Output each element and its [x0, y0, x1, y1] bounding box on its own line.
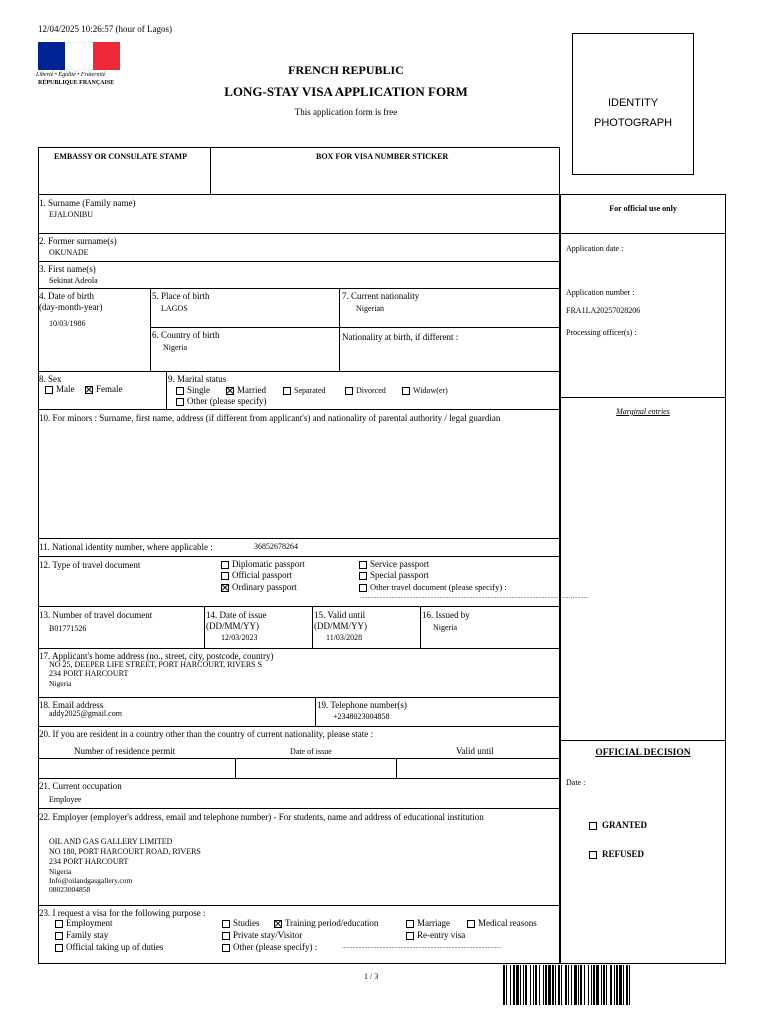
sex-label: 8. Sex: [39, 374, 62, 384]
refused-checkbox[interactable]: [589, 851, 597, 859]
doc-number-label: 13. Number of travel document: [39, 610, 153, 620]
special-passport-option[interactable]: Special passport: [359, 570, 429, 581]
purpose-label: 23. I request a visa for the following purpose :: [39, 908, 206, 918]
embassy-stamp-label: EMBASSY OR CONSULATE STAMP: [54, 152, 187, 161]
photo-line2: PHOTOGRAPH: [593, 117, 673, 129]
purpose-employment-option[interactable]: Employment: [55, 918, 113, 929]
marital-separated-option[interactable]: Separated: [283, 385, 326, 396]
valid-until-label: 15. Valid until: [314, 610, 366, 620]
marginal-entries-label: Marginal entries: [616, 407, 670, 416]
marital-widow-option[interactable]: Widow(er): [402, 385, 448, 396]
reentry-checkbox[interactable]: [406, 932, 414, 940]
residence-valid-until-col: Valid until: [456, 746, 494, 756]
purpose-studies-option[interactable]: Studies: [222, 918, 260, 929]
place-of-birth-value[interactable]: LAGOS: [161, 304, 188, 313]
residence-permit-col: Number of residence permit: [74, 746, 176, 756]
employer-line2[interactable]: NO 180, PORT HARCOURT ROAD, RIVERS: [49, 847, 201, 856]
barcode-image: [503, 965, 721, 1005]
male-checkbox[interactable]: [45, 386, 53, 394]
marital-divorced-option[interactable]: Divorced: [345, 385, 386, 396]
marital-other-option[interactable]: Other (please specify): [176, 396, 266, 407]
marital-other-checkbox[interactable]: [176, 398, 184, 406]
timestamp: 12/04/2025 10:26:57 (hour of Lagos): [38, 24, 172, 34]
service-passport-option[interactable]: Service passport: [359, 559, 429, 570]
email-label: 18. Email address: [39, 700, 104, 710]
employer-line5[interactable]: Info@oilandgasgallery.com: [49, 876, 133, 885]
residence-label: 20. If you are resident in a country other than the country of current nationality, please state :: [39, 729, 374, 739]
female-checkbox[interactable]: [85, 386, 93, 394]
nationality-at-birth-label: Nationality at birth, if different :: [342, 332, 459, 342]
ordinary-passport-option[interactable]: Ordinary passport: [221, 582, 297, 593]
residence-issue-date-col: Date of issue: [290, 747, 332, 756]
occupation-value[interactable]: Employee: [49, 795, 82, 804]
first-name-value[interactable]: Sekinat Adeola: [49, 276, 98, 285]
national-id-label: 11. National identity number, where applicable :: [39, 542, 213, 552]
republic-title: FRENCH REPUBLIC: [288, 63, 404, 77]
form-subtitle: This application form is free: [294, 107, 398, 117]
application-number-label: Application number :: [566, 288, 635, 297]
purpose-other-option[interactable]: Other (please specify) :: [222, 942, 317, 953]
republic-logo: [38, 42, 120, 88]
purpose-marriage-option[interactable]: Marriage: [406, 918, 450, 929]
medical-checkbox[interactable]: [467, 920, 475, 928]
country-of-birth-label: 6. Country of birth: [152, 330, 220, 340]
married-checkbox[interactable]: [226, 387, 234, 395]
home-address-line3[interactable]: Nigeria: [49, 679, 72, 688]
official-passport-option[interactable]: Official passport: [221, 570, 292, 581]
service-passport-checkbox[interactable]: [359, 561, 367, 569]
employer-line1[interactable]: OIL AND GAS GALLERY LIMITED: [49, 837, 173, 846]
valid-until-format: (DD/MM/YY): [314, 621, 367, 631]
issued-by-value[interactable]: Nigeria: [433, 623, 457, 632]
first-name-label: 3. First name(s): [39, 264, 96, 274]
training-checkbox[interactable]: [274, 920, 282, 928]
application-number-value: FRA1LA20257028206: [566, 306, 641, 315]
official-passport-checkbox[interactable]: [221, 572, 229, 580]
sex-female-option[interactable]: Female: [85, 384, 123, 395]
ordinary-passport-checkbox[interactable]: [221, 584, 229, 592]
marital-married-option[interactable]: Married: [226, 385, 266, 396]
former-surname-value[interactable]: OKUNADE: [49, 248, 89, 257]
page-number: 1 / 3: [364, 972, 379, 981]
current-nationality-label: 7. Current nationality: [342, 291, 420, 301]
purpose-reentry-option[interactable]: Re-entry visa: [406, 930, 465, 941]
marital-status-label: 9. Marital status: [168, 374, 227, 384]
employer-line4[interactable]: Nigeria: [49, 867, 72, 876]
widow-checkbox[interactable]: [402, 387, 410, 395]
email-value[interactable]: addy2025@gmail.com: [49, 709, 122, 718]
granted-option[interactable]: GRANTED: [589, 820, 647, 831]
purpose-official-duties-option[interactable]: Official taking up of duties: [55, 942, 163, 953]
surname-label: 1. Surname (Family name): [39, 198, 136, 208]
phone-label: 19. Telephone number(s): [317, 700, 407, 710]
diplomatic-checkbox[interactable]: [221, 561, 229, 569]
surname-value[interactable]: EJALONIBU: [49, 210, 93, 219]
other-travel-doc-dots: ...........................................................................................................................................….........: [360, 594, 588, 600]
official-duties-checkbox[interactable]: [55, 944, 63, 952]
employer-line6[interactable]: 08023004858: [49, 885, 91, 894]
marital-single-option[interactable]: Single: [176, 385, 210, 396]
travel-doc-label: 12. Type of travel document: [39, 560, 141, 570]
application-date-label: Application date :: [566, 244, 624, 253]
photo-line1: IDENTITY: [607, 97, 659, 109]
purpose-family-option[interactable]: Family stay: [55, 930, 108, 941]
issued-by-label: 16. Issued by: [422, 610, 470, 620]
special-passport-checkbox[interactable]: [359, 572, 367, 580]
single-checkbox[interactable]: [176, 387, 184, 395]
national-id-value[interactable]: 36852678264: [254, 542, 298, 551]
phone-value[interactable]: +2348023004858: [333, 712, 390, 721]
home-address-line1[interactable]: NO 25, DEEPER LIFE STREET, PORT HARCOURT, RIVERS S: [49, 660, 263, 669]
current-nationality-value[interactable]: Nigerian: [356, 304, 384, 313]
place-of-birth-label: 5. Place of birth: [152, 291, 210, 301]
purpose-medical-option[interactable]: Medical reasons: [467, 918, 537, 929]
purpose-other-dots: ..........................................................................................................: [342, 944, 501, 950]
issue-date-label: 14. Date of issue: [206, 610, 267, 620]
logo-name: RÉPUBLIQUE FRANÇAISE: [38, 80, 115, 86]
former-surname-label: 2. Former surname(s): [39, 236, 117, 246]
form-title: LONG-STAY VISA APPLICATION FORM: [224, 84, 468, 99]
separated-checkbox[interactable]: [283, 387, 291, 395]
identity-photograph-box: [572, 33, 694, 175]
dob-value[interactable]: 10/03/1986: [49, 319, 86, 328]
processing-officer-label: Processing officer(s) :: [566, 328, 637, 337]
other-travel-doc-option[interactable]: Other travel document (please specify) :: [359, 582, 507, 593]
refused-option[interactable]: REFUSED: [589, 849, 644, 860]
official-decision-title: OFFICIAL DECISION: [595, 748, 691, 758]
other-travel-doc-checkbox[interactable]: [359, 584, 367, 592]
employer-label: 22. Employer (employer's address, email and telephone number) - For students, name and address of educational institution: [39, 812, 484, 822]
purpose-training-option[interactable]: Training period/education: [274, 918, 378, 929]
country-of-birth-value[interactable]: Nigeria: [163, 343, 187, 352]
diplomatic-passport-option[interactable]: Diplomatic passport: [221, 559, 305, 570]
purpose-private-option[interactable]: Private stay/Visitor: [222, 930, 302, 941]
minors-label: 10. For minors : Surname, first name, address (if different from applicant's) and nationality of parental authority / legal guardian: [39, 413, 501, 423]
marriage-checkbox[interactable]: [406, 920, 414, 928]
divorced-checkbox[interactable]: [345, 387, 353, 395]
occupation-label: 21. Current occupation: [39, 781, 122, 791]
dob-label: 4. Date of birth: [39, 291, 94, 301]
home-address-label: 17. Applicant's home address (no., street, city, postcode, country): [39, 651, 274, 661]
family-stay-checkbox[interactable]: [55, 932, 63, 940]
issue-date-format: (DD/MM/YY): [206, 621, 259, 631]
doc-number-value[interactable]: B01771526: [49, 624, 87, 633]
valid-until-value[interactable]: 11/03/2028: [326, 633, 363, 642]
visa-sticker-label: BOX FOR VISA NUMBER STICKER: [316, 152, 449, 161]
decision-date-label: Date :: [566, 778, 586, 787]
employment-checkbox[interactable]: [55, 920, 63, 928]
employer-line3[interactable]: 234 PORT HARCOURT: [49, 857, 129, 866]
private-stay-checkbox[interactable]: [222, 932, 230, 940]
issue-date-value[interactable]: 12/03/2023: [221, 633, 258, 642]
logo-motto: Liberté • Égalité • Fraternité: [36, 72, 106, 78]
purpose-other-checkbox[interactable]: [222, 944, 230, 952]
dob-format-label: (day-month-year): [39, 302, 103, 312]
official-use-title: For official use only: [609, 204, 677, 213]
sex-male-option[interactable]: Male: [45, 384, 75, 395]
granted-checkbox[interactable]: [589, 822, 597, 830]
home-address-line2[interactable]: 234 PORT HARCOURT: [49, 669, 129, 678]
studies-checkbox[interactable]: [222, 920, 230, 928]
